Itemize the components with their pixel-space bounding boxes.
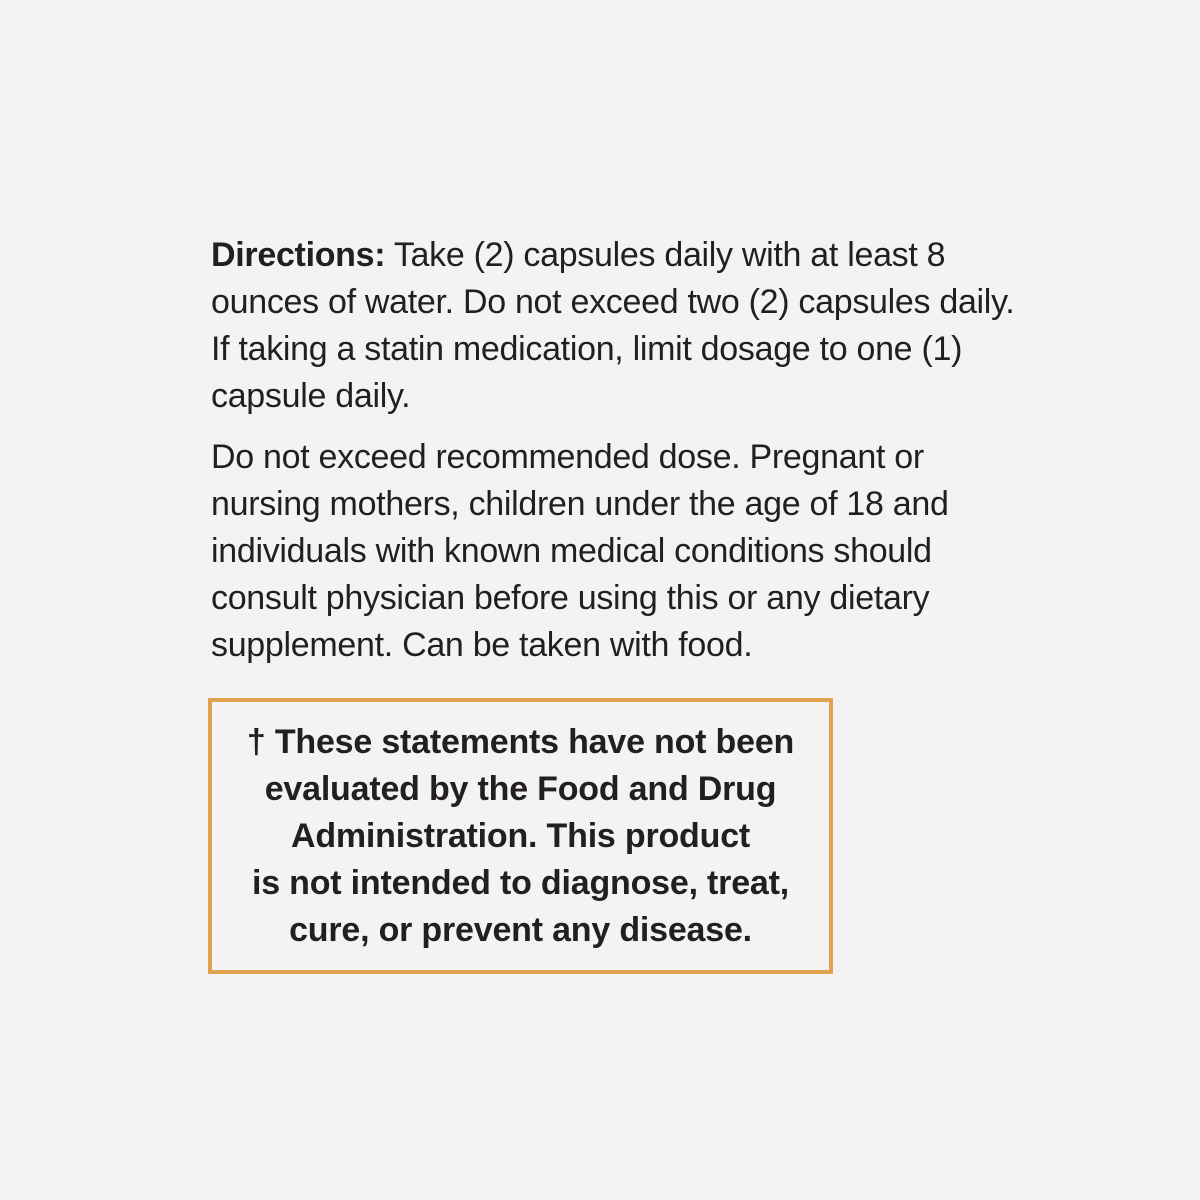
warning-paragraph: Do not exceed recommended dose. Pregnant or nursing mothers, children under the age of 18 and individuals with known medical conditions should consult physician before using this or any dietary supplement. Can be taken with food.: [211, 438, 949, 664]
disclaimer-line: evaluated by the Food and Drug: [264, 769, 777, 808]
disclaimer-line: is not intended to diagnose, treat,: [251, 863, 790, 902]
directions-text: Take (2) capsules daily with at least 8 ounces of water. Do not exceed two (2) capsules daily. If taking a statin medication, limit dosage to one (1) capsule daily.: [211, 236, 1015, 415]
disclaimer-line: cure, or prevent any disease.: [289, 910, 752, 949]
directions-label: Directions:: [211, 236, 386, 274]
disclaimer-line: † These statements have not been: [246, 722, 795, 761]
fda-disclaimer-box: [208, 698, 833, 974]
fda-disclaimer-text: [221, 719, 821, 954]
directions-paragraph: [211, 232, 1041, 420]
disclaimer-line: Administration. This product: [290, 816, 751, 855]
label-content: [211, 232, 1041, 669]
